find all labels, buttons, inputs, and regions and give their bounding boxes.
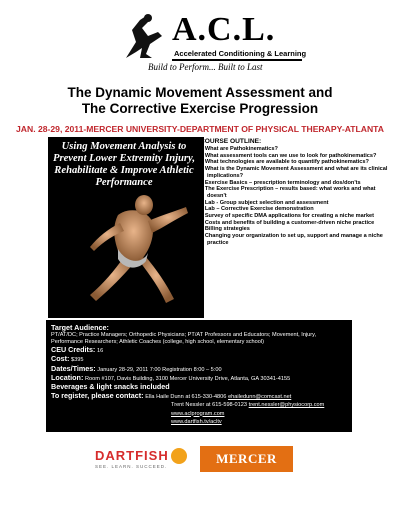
dartfish-slogan: SEE. LEARN. SUCCEED. (95, 464, 168, 469)
logo-subtitle: Accelerated Conditioning & Learning (174, 49, 307, 58)
outline-item: > Survey of specific DMA applications for creating a niche market (200, 213, 375, 220)
dartfish-website-link[interactable]: www.dartfish.tv/acltv (171, 418, 222, 425)
web1-row (51, 410, 347, 418)
cost-label: Cost: (51, 354, 70, 364)
outline-item: > The Exercise Prescription – results based: what works and what doesn't (200, 186, 376, 199)
outline-item: > Lab - Group subject selection and assessment (200, 199, 329, 206)
audience-value: PT/AT/DC; Practice Managers; Orthopedic Physicians; PT/AT Professors and Educators; Movement, Injury, Performance Researchers; Athletic Coaches (college, high school, elementary school) (51, 332, 317, 346)
register-label: To register, please contact: (51, 391, 144, 401)
contact2-row (51, 401, 347, 409)
contact1-email-link[interactable]: ehailedunn@comcast.net (228, 394, 292, 401)
logo-divider (172, 59, 302, 61)
course-outline (200, 138, 396, 247)
athlete-silhouette-icon (122, 12, 166, 62)
outline-item: > Changing your organization to set up, support and manage a niche practice (200, 233, 383, 246)
ceu-value: 16 (97, 348, 104, 355)
document-title-line1: The Dynamic Movement Assessment and (67, 85, 333, 100)
outline-item: > Costs and benefits of building a customer-driven niche practice (200, 219, 375, 226)
event-info-box (46, 320, 352, 432)
acl-logo (122, 11, 307, 74)
contact2-text: Trent Nessler at 615-598-0123 (171, 402, 247, 409)
photo-caption: Using Movement Analysis to Prevent Lower Extremity Injury, Rehabilitate & Improve Athletic Performance (52, 141, 196, 188)
register-row (51, 392, 347, 401)
event-line: JAN. 28-29, 2011-MERCER UNIVERSITY-DEPARTMENT OF PHYSICAL THERAPY-ATLANTA (16, 124, 384, 134)
contact1-text: Ella Haile Dunn at 615-330-4806 (145, 394, 227, 401)
contact2-email-link[interactable]: trent.nessler@physiocorp.com (248, 402, 325, 409)
outline-item: > What is the Dynamic Movement Assessment and what are its clinical implications? (200, 166, 388, 179)
logo-title: A.C.L. (172, 11, 276, 48)
outline-item: > Billing strategies (200, 226, 250, 233)
document-title-line2: The Corrective Exercise Progression (81, 101, 319, 116)
outline-item: > Exercise Basics – prescription terminology and dos/don'ts (200, 179, 361, 186)
beverages-text: Beverages & light snacks included (51, 382, 170, 392)
athlete-photo (48, 137, 204, 318)
dates-row (51, 365, 347, 374)
dartfish-mark-icon (171, 448, 187, 464)
dates-value: January 28-29, 2011 7:00 Registration 8:00 – 5:00 (97, 366, 222, 373)
ceu-row (51, 346, 347, 355)
logo-tagline: Build to Perform... Built to Last (148, 62, 263, 72)
dartfish-name: DARTFISH (95, 448, 169, 463)
outline-heading: COURSE OUTLINE: (200, 138, 262, 145)
cost-value: $395 (71, 357, 84, 364)
outline-item: > What technologies are available to quantify pathokinematics? (200, 159, 369, 166)
web2-row (51, 418, 347, 426)
ceu-label: CEU Credits: (51, 345, 96, 355)
dartfish-logo (95, 448, 190, 478)
outline-item: > Lab – Corrective Exercise demonstration (200, 206, 314, 213)
audience-label: Target Audience: (51, 323, 109, 332)
outline-item: > What assessment tools can we use to look for pathokinematics? (200, 152, 377, 159)
outline-item: > What are Pathokinematics? (200, 146, 278, 152)
location-value: Room #107, Davis Building, 3100 Mercer University Drive, Atlanta, GA 30341-4155 (85, 375, 291, 382)
acl-website-link[interactable]: www.aclprogram.com (171, 410, 225, 417)
mercer-logo (200, 446, 293, 472)
dates-label: Dates/Times: (51, 363, 96, 373)
location-label: Location: (51, 372, 84, 382)
mercer-name: MERCER (216, 451, 277, 466)
